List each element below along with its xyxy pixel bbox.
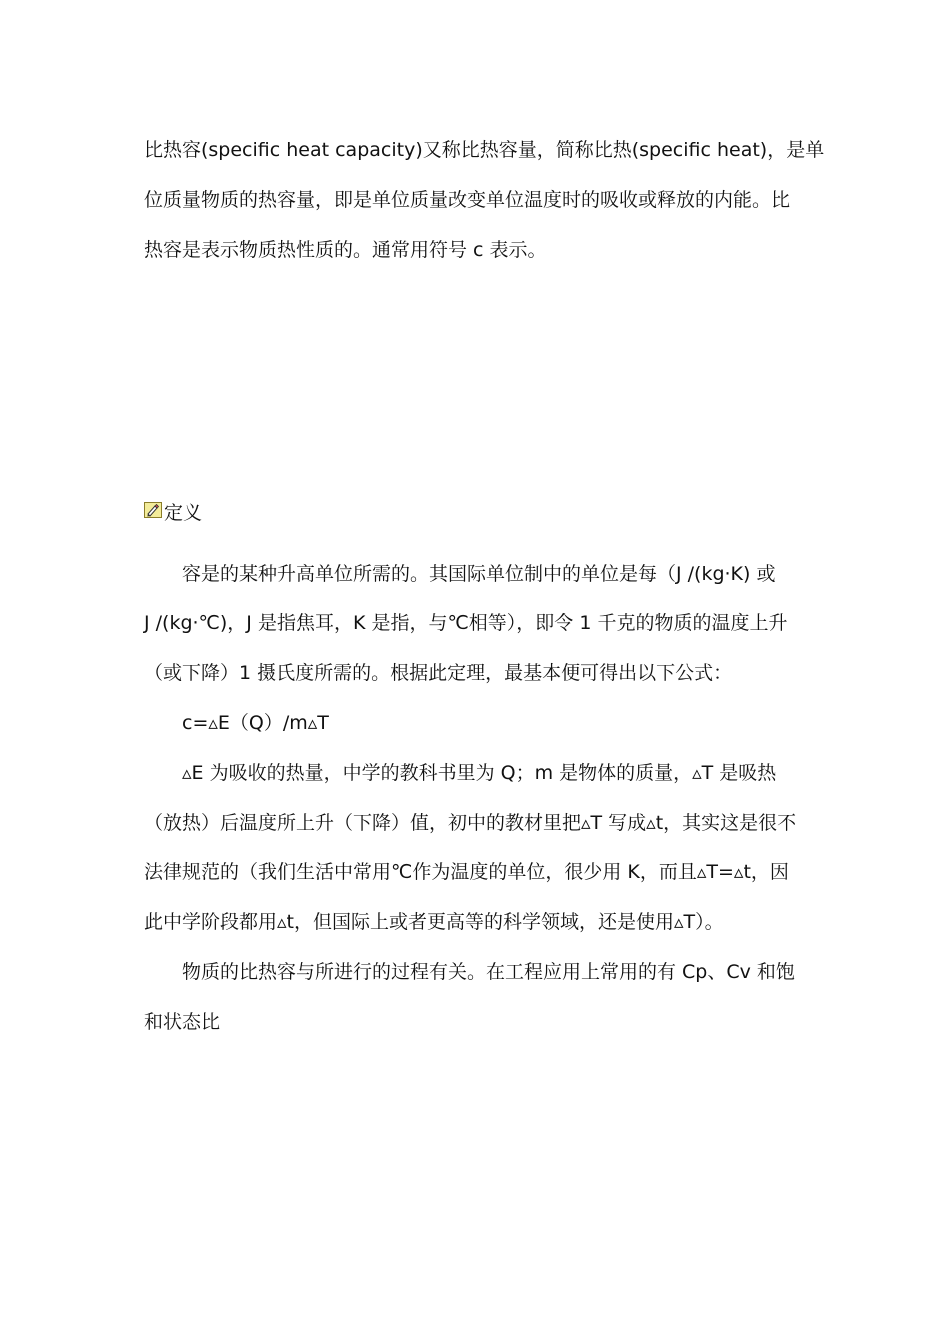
p1-line-3: （或下降）1 摄氏度所需的。根据此定理，最基本便可得出以下公式： [144, 662, 733, 684]
formula: c=▵E（Q）/m▵T [182, 712, 329, 734]
p2-line-3: 法律规范的（我们生活中常用℃作为温度的单位，很少用 K，而且▵T=▵t，因 [144, 861, 789, 883]
p3-line-2: 和状态比 [144, 1011, 221, 1033]
p1-line-1: 容是的某种升高单位所需的。其国际单位制中的单位是每（J /(kg·K) 或 [182, 563, 776, 585]
p2-line-2: （放热）后温度所上升（下降）值，初中的教材里把▵T 写成▵t，其实这是很不 [144, 812, 797, 834]
p2-line-4: 此中学阶段都用▵t，但国际上或者更高等的科学领域，还是使用▵T）。 [144, 911, 724, 933]
intro-line-1: 比热容(specific heat capacity)又称比热容量，简称比热(specific heat)，是单 [144, 139, 825, 161]
intro-line-3: 热容是表示物质热性质的。通常用符号 c 表示。 [144, 239, 547, 261]
section-title: 定义 [164, 501, 203, 524]
section-heading [144, 497, 202, 525]
p1-line-2: J /(kg·℃)，J 是指焦耳，K 是指，与℃相等），即令 1 千克的物质的温度上升 [144, 612, 788, 634]
p3-line-1: 物质的比热容与所进行的过程有关。在工程应用上常用的有 Cp、Cv 和饱 [182, 961, 795, 983]
note-edit-icon [144, 502, 162, 518]
intro-line-2: 位质量物质的热容量，即是单位质量改变单位温度时的吸收或释放的内能。比 [144, 189, 791, 211]
p2-line-1: ▵E 为吸收的热量，中学的教科书里为 Q；m 是物体的质量，▵T 是吸热 [182, 762, 777, 784]
